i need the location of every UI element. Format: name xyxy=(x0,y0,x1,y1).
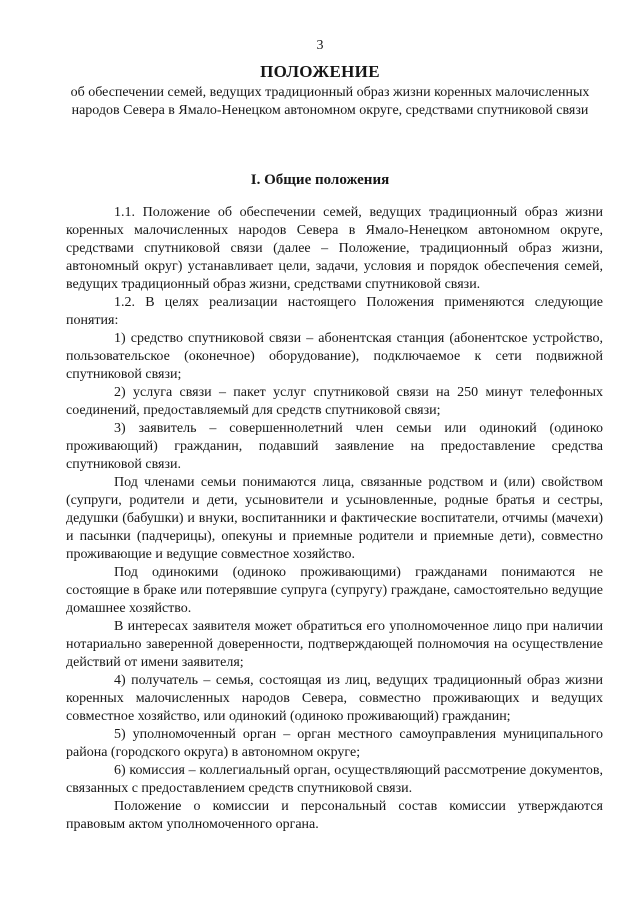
family-members-note: Под членами семьи понимаются лица, связанные родством и (или) свойством (супруги, родители и дети, усыновители и усыновленные, родные братья и сестры, дедушки (бабушки) и внуки, воспитанники и фактические воспитатели, отчимы (мачехи) и пасынки (падчерицы), опекуны и приемные родители и приемные дети), совместно проживающие и ведущие совместное хозяйство. xyxy=(66,475,603,562)
definition-applicant: 3) заявитель – совершеннолетний член семьи или одинокий (одиноко проживающий) гражданин, подавший заявление на предоставление средства спутниковой связи. xyxy=(66,421,603,472)
authorized-person-note: В интересах заявителя может обратиться его уполномоченное лицо при наличии нотариально заверенной доверенности, подтверждающей полномочия на осуществление действий от имени заявителя; xyxy=(66,619,603,670)
paragraph-1-1: 1.1. Положение об обеспечении семей, ведущих традиционный образ жизни коренных малочисленных народов Севера в Ямало-Ненецком автономном округе, средствами спутниковой связи (далее – Положение, традиционный образ жизни, автономный округ) устанавливает цели, задачи, условия и порядок обеспечения семей, ведущих традиционный образ жизни, средствами спутниковой связи. xyxy=(66,205,603,292)
definition-commission: 6) комиссия – коллегиальный орган, осуществляющий рассмотрение документов, связанных с предоставлением средств спутниковой связи. xyxy=(66,763,603,796)
definition-communication-service: 2) услуга связи – пакет услуг спутниковой связи на 250 минут телефонных соединений, предоставляемый для средств спутниковой связи; xyxy=(66,385,603,418)
definition-satellite-device: 1) средство спутниковой связи – абонентская станция (абонентское устройство, пользовательское (оконечное) оборудование), подключаемое к сети подвижной спутниковой связи; xyxy=(66,331,603,382)
document-title: ПОЛОЖЕНИЕ xyxy=(260,62,380,81)
page-number: 3 xyxy=(316,38,324,53)
definition-recipient: 4) получатель – семья, состоящая из лиц, ведущих традиционный образ жизни коренных малочисленных народов Севера, совместно проживающих и ведущих совместное хозяйство, или одинокий (одиноко проживающий) гражданин; xyxy=(66,673,603,724)
document-body xyxy=(66,204,603,834)
single-citizens-note: Под одинокими (одиноко проживающими) гражданами понимаются не состоящие в браке или потерявшие супруга (супругу) граждане, самостоятельно ведущие домашнее хозяйство. xyxy=(66,565,603,616)
paragraph-1-2: 1.2. В целях реализации настоящего Положения применяются следующие понятия: xyxy=(66,295,603,328)
section-heading: I. Общие положения xyxy=(250,172,390,188)
commission-regulation-note: Положение о комиссии и персональный состав комиссии утверждаются правовым актом уполномоченного органа. xyxy=(66,799,603,832)
definition-authorized-body: 5) уполномоченный орган – орган местного самоуправления муниципального района (городского округа) в автономном округе; xyxy=(66,727,603,760)
document-subtitle: об обеспечении семей, ведущих традиционный образ жизни коренных малочисленных народов Севера в Ямало-Ненецком автономном округе, средствами спутниковой связи xyxy=(70,85,590,118)
